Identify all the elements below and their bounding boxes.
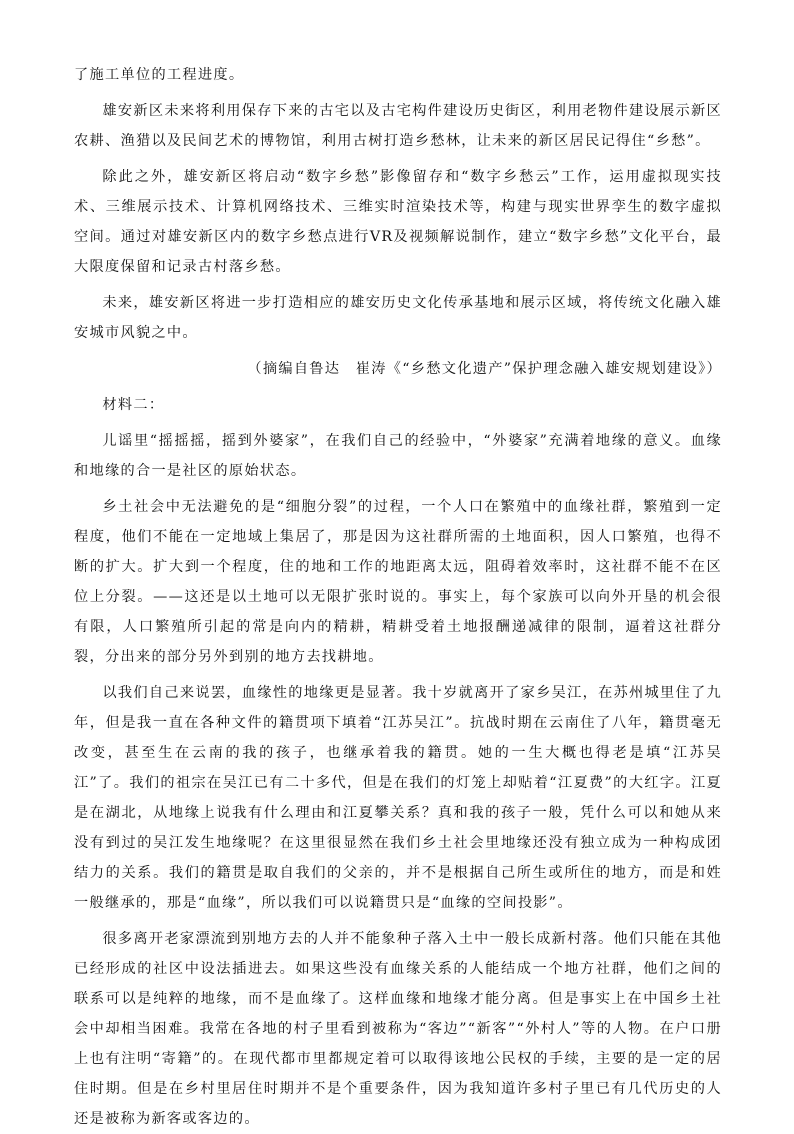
paragraph-digital-nostalgia: 除此之外，雄安新区将启动“数字乡愁”影像留存和“数字乡愁云”工作，运用虚拟现实技术、三维展示技术、计算机网络技术、三维实时渲染技术等，构建与现实世界孪生的数字虚拟空间。通过对雄安新区内的数字乡愁点进行VR及视频解说制作，建立“数字乡愁”文化平台，最大限度保留和记录古村落乡愁。 — [74, 169, 722, 275]
section-heading-material-two: 材料二： — [102, 397, 165, 413]
paragraph-native-place: 以我们自己来说罢，血缘性的地缘更是显著。我十岁就离开了家乡吴江，在苏州城里住了九年，但是我一直在各种文件的籍贯项下填着“江苏吴江”。抗战时期在云南住了八年，籍贯毫无改变，甚至生在云南的我的孩子，也继承着我的籍贯。她的一生大概也得老是填“江苏吴江”了。我们的祖宗在吴江已有二十多代，但是在我们的灯笼上却贴着“江夏费”的大红字。江夏是在湖北，从地缘上说我有什么理由和江夏攀关系？真和我的孩子一般，凭什么可以和她从来没有到过的吴江发生地缘呢？在这里很显然在我们乡土社会里地缘还没有独立成为一种构成团结力的关系。我们的籍贯是取自我们的父亲的，并不是根据自己所生或所住的地方，而是和姓一般继承的，那是“血缘”，所以我们可以说籍贯只是“血缘的空间投影”。 — [74, 685, 722, 911]
paragraph-continuation: 了施工单位的工程进度。 — [74, 67, 245, 83]
paragraph-future-plan: 未来，雄安新区将进一步打造相应的雄安历史文化传承基地和展示区域，将传统文化融入雄安城市风貌之中。 — [74, 295, 722, 341]
paragraph-migrants: 很多离开老家漂流到别地方去的人并不能象种子落入土中一般长成新村落。他们只能在其他已经形成的社区中设法插进去。如果这些没有血缘关系的人能结成一个地方社群，他们之间的联系可以是纯粹的地缘，而不是血缘了。这样血缘和地缘才能分离。但是事实上在中国乡土社会中却相当困难。我常在各地的村子里看到被称为“客边”“新客”“外村人”等的人物。在户口册上也有注明“寄籍”的。在现代都市里都规定着可以取得该地公民权的手续，主要的是一定的居住时期。但是在乡村里居住时期并不是个重要条件，因为我知道许多村子里已有几代历史的人还是被称为新客或客边的。 — [74, 931, 722, 1127]
source-citation: （摘编自鲁达 崔涛《“乡愁文化遗产”保护理念融入雄安规划建设》） — [247, 361, 722, 377]
paragraph-historic-district: 雄安新区未来将利用保存下来的古宅以及古宅构件建设历史街区，利用老物件建设展示新区农耕、渔猎以及民间艺术的博物馆，利用古树打造乡愁林，让未来的新区居民记得住“乡愁”。 — [74, 103, 722, 149]
document-body — [74, 60, 722, 1134]
paragraph-nursery-rhyme: 儿谣里“摇摇摇，摇到外婆家”，在我们自己的经验中，“外婆家”充满着地缘的意义。血缘和地缘的合一是社区的原始状态。 — [74, 433, 722, 479]
paragraph-cell-division: 乡土社会中无法避免的是“细胞分裂”的过程，一个人口在繁殖中的血缘社群，繁殖到一定程度，他们不能在一定地域上集居了，那是因为这社群所需的土地面积，因人口繁殖，也得不断的扩大。扩大到一个程度，住的地和工作的地距离太远，阻碍着效率时，这社群不能不在区位上分裂。——这还是以土地可以无限扩张时说的。事实上，每个家族可以向外开垦的机会很有限，人口繁殖所引起的常是向内的精耕，精耕受着土地报酬递减律的限制，逼着这社群分裂，分出来的部分另外到别的地方去找耕地。 — [74, 499, 722, 665]
